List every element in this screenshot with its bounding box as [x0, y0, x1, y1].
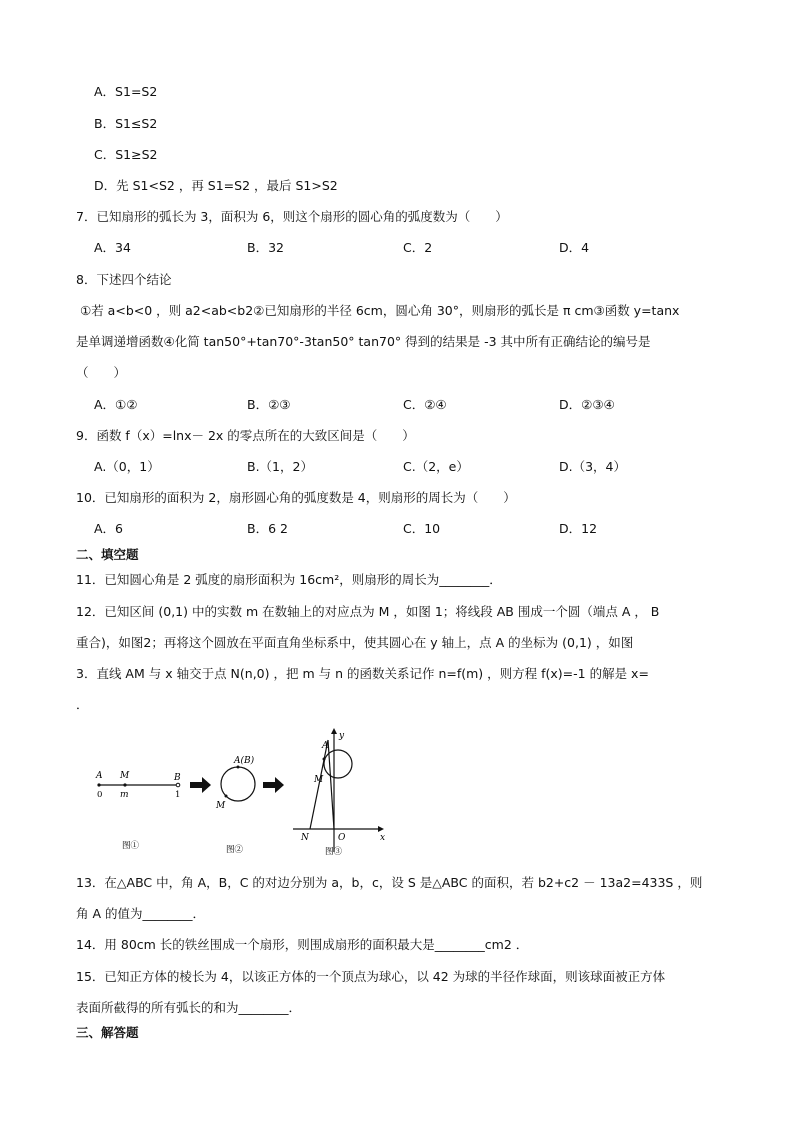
q10-stem: 10．已知扇形的面积为 2，扇形圆心角的弧度数是 4，则扇形的周长为（ ） [76, 490, 516, 505]
section-heading-solutions: 三、解答题 [76, 1025, 139, 1040]
arrow-right-icon [263, 777, 284, 793]
q9-option-c: C.（2，e） [403, 459, 469, 474]
q15-line-2: 表面所截得的所有弧长的和为________． [76, 1000, 302, 1015]
fig2-caption: 图② [226, 845, 244, 855]
fig3-label-n: N [301, 833, 309, 843]
q7-option-d: D．4 [559, 240, 590, 255]
q12-line-4: ． [76, 697, 89, 712]
q8-line-1: ①若 a<b<0 ，则 a2<ab<b2②已知扇形的半径 6cm，圆心角 30°，则扇形的弧长是 π cm③函数 y=tanx [80, 303, 680, 318]
q12-line-2: 重合)，如图2；再将这个圆放在平面直角坐标系中，使其圆心在 y 轴上，点 A 的坐标为 (0,1) ，如图 [76, 635, 634, 650]
q12-line-1: 12．已知区间 (0,1) 中的实数 m 在数轴上的对应点为 M ，如图 1；将线段 AB 围成一个圆（端点 A ， B [76, 604, 660, 619]
q6-option-d: D．先 S1<S2 ，再 S1=S2 ，最后 S1>S2 [94, 178, 338, 193]
fig1-label-a: A [96, 771, 103, 781]
q10-option-c: C．10 [403, 521, 441, 536]
q8-option-b: B．②③ [247, 397, 291, 412]
q6-option-c: C．S1≥S2 [94, 147, 158, 162]
q10-option-b: B．6 2 [247, 521, 288, 536]
q6-option-b: B．S1≤S2 [94, 116, 158, 131]
q8-line-2: 是单调递增函数④化简 tan50°+tan70°-3tan50° tan70° 得到的结果是 -3 其中所有正确结论的编号是 [76, 334, 651, 349]
q9-option-b: B.（1，2） [247, 459, 313, 474]
q9-stem: 9．函数 f（x）=lnx－ 2x 的零点所在的大致区间是（ ） [76, 428, 415, 443]
q10-option-d: D．12 [559, 521, 598, 536]
q12-line-3: 3．直线 AM 与 x 轴交于点 N(n,0) ，把 m 与 n 的函数关系记作 n=f(m) ，则方程 f(x)=-1 的解是 x= [76, 666, 649, 681]
q8-stem: 8．下述四个结论 [76, 272, 172, 287]
q10-option-a: A．6 [94, 521, 124, 536]
fig3-label-m: M [314, 775, 324, 785]
arrow-right-icon [190, 777, 211, 793]
q6-option-a: A．S1=S2 [94, 84, 158, 99]
fig3-label-a: A [322, 741, 329, 751]
q8-line-3: （ ） [76, 365, 127, 380]
fig1-label-zero: 0 [97, 790, 103, 800]
fig3-label-y: y [339, 731, 345, 741]
figure-3-coordinate [293, 728, 385, 857]
q8-option-d: D．②③④ [559, 397, 615, 412]
fig3-label-x: x [380, 833, 386, 843]
fig3-label-o: O [338, 833, 346, 843]
q7-option-a: A．34 [94, 240, 131, 255]
fig1-label-m-value: m [120, 790, 129, 800]
q13-line-2: 角 A 的值为________． [76, 906, 205, 921]
fig1-label-m: M [120, 771, 130, 781]
section-heading-fill-in: 二、填空题 [76, 547, 139, 562]
q15-line-1: 15．已知正方体的棱长为 4，以该正方体的一个顶点为球心，以 42 为球的半径作球面，则该球面被正方体 [76, 969, 666, 984]
q9-option-a: A.（0，1） [94, 459, 160, 474]
q7-option-c: C．2 [403, 240, 433, 255]
q11: 11．已知圆心角是 2 弧度的扇形面积为 16cm²，则扇形的周长为________． [76, 572, 502, 587]
q8-option-c: C．②④ [403, 397, 447, 412]
fig2-label-ab: A(B) [234, 756, 255, 766]
q12-figure [90, 726, 390, 858]
figure-1-number-line [95, 771, 181, 851]
q7-stem: 7．已知扇形的弧长为 3，面积为 6，则这个扇形的圆心角的弧度数为（ ） [76, 209, 508, 224]
q13-line-1: 13．在△ABC 中，角 A，B，C 的对边分别为 a，b，c，设 S 是△ABC 的面积，若 b2+c2 － 13a2=433S ，则 [76, 875, 703, 890]
q7-option-b: B．32 [247, 240, 284, 255]
q8-option-a: A．①② [94, 397, 138, 412]
figure-2-circle [215, 755, 255, 855]
q9-option-d: D.（3，4） [559, 459, 627, 474]
q14: 14．用 80cm 长的铁丝围成一个扇形，则围成扇形的面积最大是________cm2 ． [76, 937, 529, 952]
fig1-label-one: 1 [175, 790, 181, 800]
fig1-caption: 图① [122, 841, 140, 851]
fig3-caption: 图③ [325, 847, 343, 857]
fig2-label-m: M [216, 801, 226, 811]
fig1-label-b: B [174, 773, 181, 783]
